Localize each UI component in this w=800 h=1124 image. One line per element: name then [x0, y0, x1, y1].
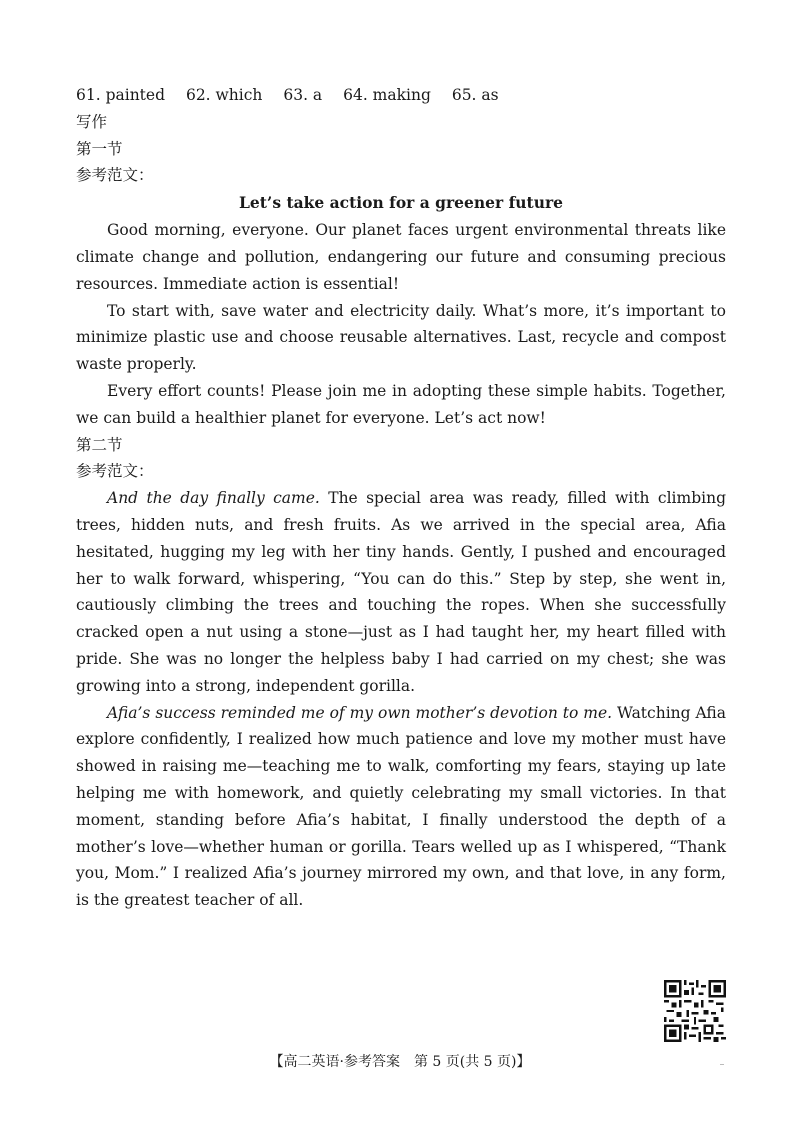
answer-64: 64. making	[343, 86, 431, 104]
page-footer: 【高二英语·参考答案 第 5 页(共 5 页)】	[269, 1054, 531, 1070]
part1-paragraph-1: Good morning, everyone. Our planet faces urgent environmental threats like climate change and pollution, endangering our future and consuming precious resources. Immediate action is essential!	[76, 221, 726, 293]
qr-code-icon	[664, 980, 726, 1042]
scan-mark	[720, 1064, 724, 1065]
answer-sheet	[76, 82, 726, 914]
part2-p1-body: The special area was ready, filled with climbing trees, hidden nuts, and fresh fruits. As we arrived in the special area, Afia hesitated, hugging my leg with her tiny hands. Gently, I pushed and encouraged her to walk forward, whispering, “You can do this.” Step by step, she went in, cautiously climbing the trees and touching the ropes. When she successfully cracked open a nut using a stone—just as I had taught her, my heart filled with pride. She was no longer the helpless baby I had carried on my chest; she was growing into a strong, independent gorilla.	[76, 489, 726, 695]
answer-65: 65. as	[451, 86, 499, 104]
answer-62: 62. which	[185, 86, 263, 104]
part2-paragraph-2	[76, 700, 726, 914]
part2-p2-lead: Afia’s success reminded me of my own mother’s devotion to me.	[107, 703, 613, 722]
part1-ref-label: 参考范文：	[76, 166, 154, 185]
part2-p1-lead: And the day finally came.	[107, 489, 320, 508]
essay-title: Let’s take action for a greener future	[239, 193, 563, 213]
answer-63: 63. a	[283, 86, 323, 104]
section-writing: 写作	[76, 112, 108, 131]
part1-paragraph-3: Every effort counts! Please join me in adopting these simple habits. Together, we can build a healthier planet for everyone. Let’s act now!	[76, 381, 726, 427]
part2-ref-label: 参考范文：	[76, 462, 154, 481]
answer-61: 61. painted	[76, 86, 166, 104]
part2-paragraph-1	[76, 485, 726, 699]
part2-heading: 第二节	[76, 435, 123, 454]
answer-key-row	[76, 82, 726, 109]
part2-p2-body: Watching Afia explore confidently, I realized how much patience and love my mother must have showed in raising me—teaching me to walk, comforting my fears, staying up late helping me with homework, and quietly celebrating my small victories. In that moment, standing before Afia’s habitat, I finally understood the depth of a mother’s love—whether human or gorilla. Tears welled up as I whispered, “Thank you, Mom.” I realized Afia’s journey mirrored my own, and that love, in any form, is the greatest teacher of all.	[76, 703, 726, 910]
part1-heading: 第一节	[76, 139, 123, 158]
part1-paragraph-2: To start with, save water and electricity daily. What’s more, it’s important to minimize plastic use and choose reusable alternatives. Last, recycle and compost waste properly.	[76, 301, 726, 374]
